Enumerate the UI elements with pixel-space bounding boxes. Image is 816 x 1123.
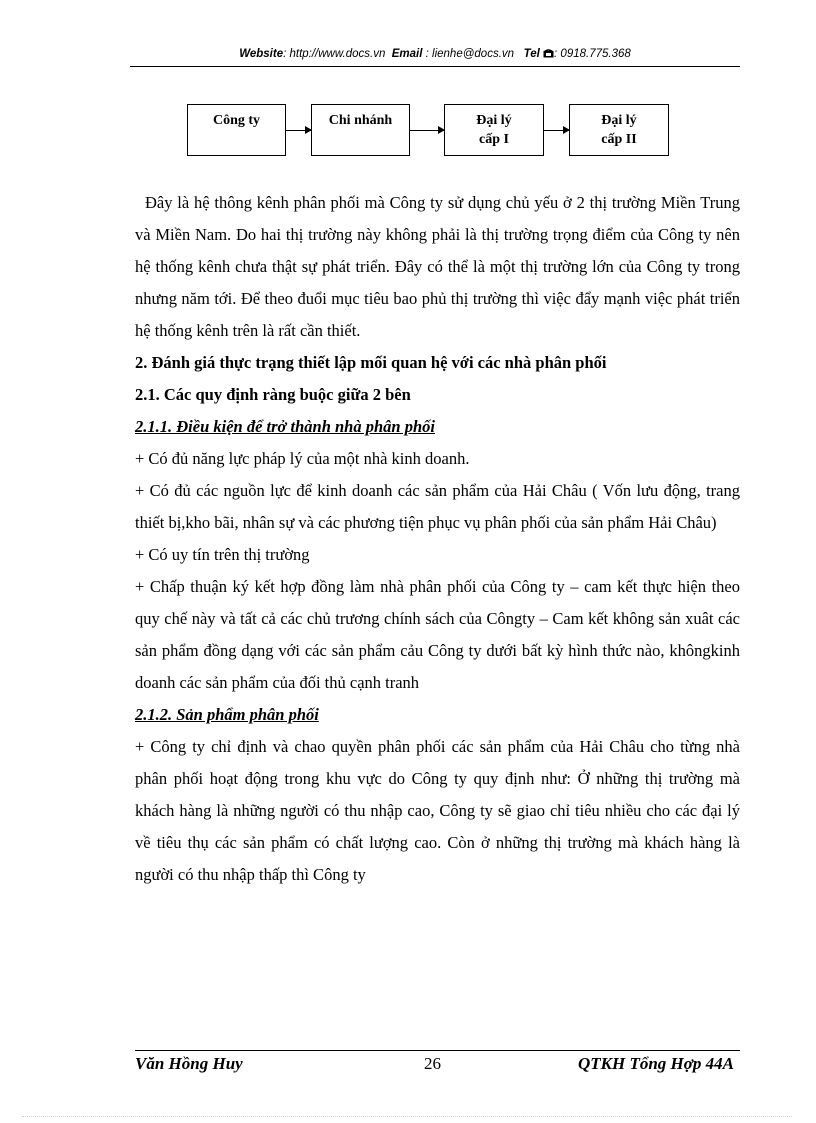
- subsubsection-heading: 2.1.2. Sản phẩm phân phối: [135, 705, 319, 724]
- email-label: Email: [391, 48, 423, 60]
- subsubsection-heading: 2.1.1. Điều kiện để trở thành nhà phân phối: [135, 417, 435, 436]
- page-number: 26: [424, 1054, 441, 1073]
- tel-label: Tel: [523, 48, 540, 60]
- footer-author: Văn Hồng Huy: [135, 1054, 243, 1073]
- bullet-item: + Có đủ các nguồn lực để kinh doanh các sản phẩm của Hải Châu ( Vốn lưu động, trang thiết bị,kho bãi, nhân sự và các phương tiện phục vụ phân phối của sản phẩm Hải Châu): [135, 481, 740, 532]
- bullet-item: + Chấp thuận ký kết hợp đồng làm nhà phân phối của Công ty – cam kết thực hiện theo quy chế này và tất cả các chủ trương chính sách của Côngty – Cam kết không sản xuât các sản phẩm đồng dạng với các sản phẩm cảu Công ty dưới bất kỳ hình thức nào, khôngkinh doanh các sản phẩm của đối thủ cạnh tranh: [135, 577, 740, 692]
- subsection-heading: 2.1. Các quy định ràng buộc giữa 2 bên: [135, 385, 411, 404]
- flow-node-sublabel: cấp II: [601, 132, 637, 147]
- flow-arrow: [544, 130, 569, 131]
- website-label: Website: [239, 48, 284, 60]
- bullet-item: + Có uy tín trên thị trường: [135, 545, 310, 564]
- tel-value: : 0918.775.368: [554, 48, 631, 60]
- phone-icon: [543, 48, 554, 58]
- flow-node-label: Đại lý: [601, 113, 637, 128]
- page-bottom-border: [22, 1116, 792, 1117]
- flow-node-label: Công ty: [212, 113, 261, 128]
- page-footer: [135, 1054, 740, 1080]
- email-value: : lienhe@docs.vn: [425, 48, 515, 60]
- flow-node-company: [187, 104, 286, 156]
- footer-class: QTKH Tổng Hợp 44A: [578, 1054, 734, 1073]
- flow-node-label: Chi nhánh: [328, 113, 393, 128]
- paragraph: + Công ty chỉ định và chao quyền phân phối các sản phẩm của Hải Châu cho từng nhà phân phối hoạt động trong khu vực do Công ty quy định như: Ở những thị trường mà khách hàng là những người có thu nhập cao, Công ty sẽ giao chỉ tiêu nhiều cho các đại lý về tiêu thụ các sản phẩm có chất lượng cao. Còn ở những thị trường mà khách hàng là người có thu nhập thấp thì Công ty: [135, 737, 740, 884]
- header-rule: [130, 66, 740, 67]
- flow-node-branch: [311, 104, 410, 156]
- flow-node-agent-level-2: [569, 104, 669, 156]
- website-value: : http://www.docs.vn: [283, 48, 386, 60]
- flow-node-agent-level-1: [444, 104, 544, 156]
- flow-node-sublabel: cấp I: [479, 132, 509, 147]
- flow-arrow: [410, 130, 444, 131]
- page-header: [130, 48, 740, 60]
- flow-node-label: Đại lý: [476, 113, 512, 128]
- distribution-flowchart: [0, 104, 816, 164]
- section-heading: 2. Đánh giá thực trạng thiết lập mối quan hệ với các nhà phân phối: [135, 353, 607, 372]
- footer-rule: [135, 1050, 740, 1051]
- paragraph: Đây là hệ thông kênh phân phối mà Công ty sử dụng chủ yếu ở 2 thị trường Miền Trung và Miền Nam. Do hai thị trường này không phải là thị trường trọng điểm của Công ty nên hệ thống kênh chưa thật sự phát triển. Đây có thể là một thị trường lớn của Công ty trong nhưng năm tới. Để theo đuổi mục tiêu bao phủ thị trường thì việc đẩy mạnh việc phát triển hệ thống kênh trên là rất cần thiết.: [135, 193, 740, 340]
- bullet-item: + Có đủ năng lực pháp lý của một nhà kinh doanh.: [135, 449, 470, 468]
- document-body: [135, 187, 740, 891]
- flow-arrow: [286, 130, 311, 131]
